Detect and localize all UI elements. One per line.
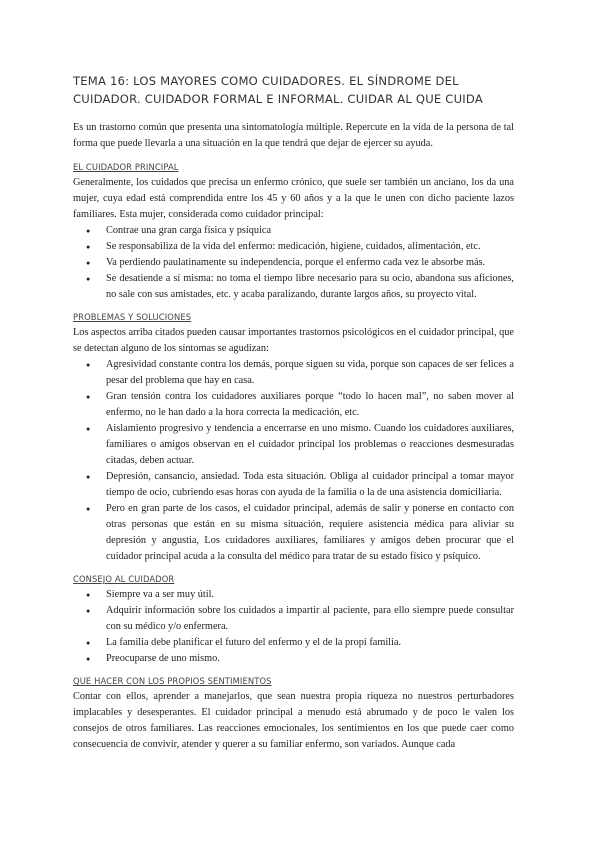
section-paragraph: Los aspectos arriba citados pueden causar importantes trastornos psicológicos en el cuidador principal, que se detectan alguno de los síntomas se agudizan: <box>73 327 514 354</box>
list-item: ● Gran tensión contra los cuidadores auxiliares porque “todo lo hacen mal”, no saben mover al enfermo, no le han dado a la hora correcta la medicación, etc. <box>106 389 514 421</box>
list-item: ● Va perdiendo paulatinamente su independencia, porque el enfermo cada vez le absorbe más. <box>106 255 514 271</box>
list-item: ● Agresividad constante contra los demás, porque siguen su vida, porque son capaces de ser felices a pesar del problema que hay en casa. <box>106 357 514 389</box>
section-consejo-cuidador <box>73 573 514 667</box>
list-item: ● Contrae una gran carga física y psíquica <box>106 223 514 239</box>
list-item: ● Depresión, cansancio, ansiedad. Toda esta situación. Obliga al cuidador principal a tomar mayor tiempo de ocio, cubriendo esas horas con ayuda de la familia o la de una asistencia domiciliaria. <box>106 469 514 501</box>
list-item: ● Adquirir información sobre los cuidados a impartir al paciente, para ello siempre puede consultar con su médico y/o enfermera. <box>106 603 514 635</box>
section-heading: QUE HACER CON LOS PROPIOS SENTIMIENTOS <box>73 676 272 686</box>
section-heading: PROBLEMAS Y SOLUCIONES <box>73 312 192 322</box>
section-paragraph: Contar con ellos, aprender a manejarlos, que sean nuestra propia riqueza no nuestros perturbadores implacables y desesperantes. El cuidador principal a menudo está abrumado y de poco le valen los consejos de otros familiares. Las reacciones emocionales, los sentimientos en los que puede caer como consecuencia de convivir, atender y querer a su familiar enfermo, son variados. Aunque cada <box>73 691 514 750</box>
list-item: ● Aislamiento progresivo y tendencia a encerrarse en uno mismo. Cuando los cuidadores auxiliares, familiares o amigos observan en el cuidador principal los problemas o reacciones desmesuradas citadas, deben actuar. <box>106 421 514 469</box>
bullet-list <box>73 587 514 667</box>
list-item: ● Preocuparse de uno mismo. <box>106 651 514 667</box>
bullet-list <box>73 223 514 303</box>
document-title: TEMA 16: LOS MAYORES COMO CUIDADORES. EL SÍNDROME DEL CUIDADOR. CUIDADOR FORMAL E INFORMAL. CUIDAR AL QUE CUIDA <box>73 74 483 106</box>
section-problemas-soluciones <box>73 311 514 565</box>
list-item: ● Se desatiende a sí misma: no toma el tiempo libre necesario para su ocio, abandona sus aficiones, no sale con sus amistades, etc. y acaba paralizando, durante largos años, su proyecto vital. <box>106 271 514 303</box>
section-paragraph: Generalmente, los cuidados que precisa un enfermo crónico, que suele ser también un anciano, los da una mujer, cuya edad está comprendida entre los 45 y 60 años y a la que le unen con dicho paciente lazos familiares. Esta mujer, considerada como cuidador principal: <box>73 177 514 220</box>
section-cuidador-principal <box>73 161 514 303</box>
bullet-list <box>73 357 514 565</box>
list-item: ● La familia debe planificar el futuro del enfermo y el de la propi familia. <box>106 635 514 651</box>
intro-paragraph: Es un trastorno común que presenta una sintomatología múltiple. Repercute en la vida de la persona de tal forma que puede llevarla a una situación en la que tendrá que dejar de ejercer su ayuda. <box>73 122 514 149</box>
section-heading: EL CUIDADOR PRINCIPAL <box>73 162 179 172</box>
list-item: ● Siempre va a ser muy útil. <box>106 587 514 603</box>
list-item: ● Se responsabiliza de la vida del enfermo: medicación, higiene, cuidados, alimentación, etc. <box>106 239 514 255</box>
section-heading: CONSEJO AL CUIDADOR <box>73 574 175 584</box>
section-propios-sentimientos <box>73 675 514 753</box>
list-item: ● Pero en gran parte de los casos, el cuidador principal, además de salir y ponerse en contacto con otras personas que están en su misma situación, requiere asistencia médica para aliviar su depresión y angustia, Los cuidadores auxiliares, familiares y amigos deben procurar que el cuidador principal acuda a la consulta del médico para tratar de su estado físico y psíquico. <box>106 501 514 565</box>
